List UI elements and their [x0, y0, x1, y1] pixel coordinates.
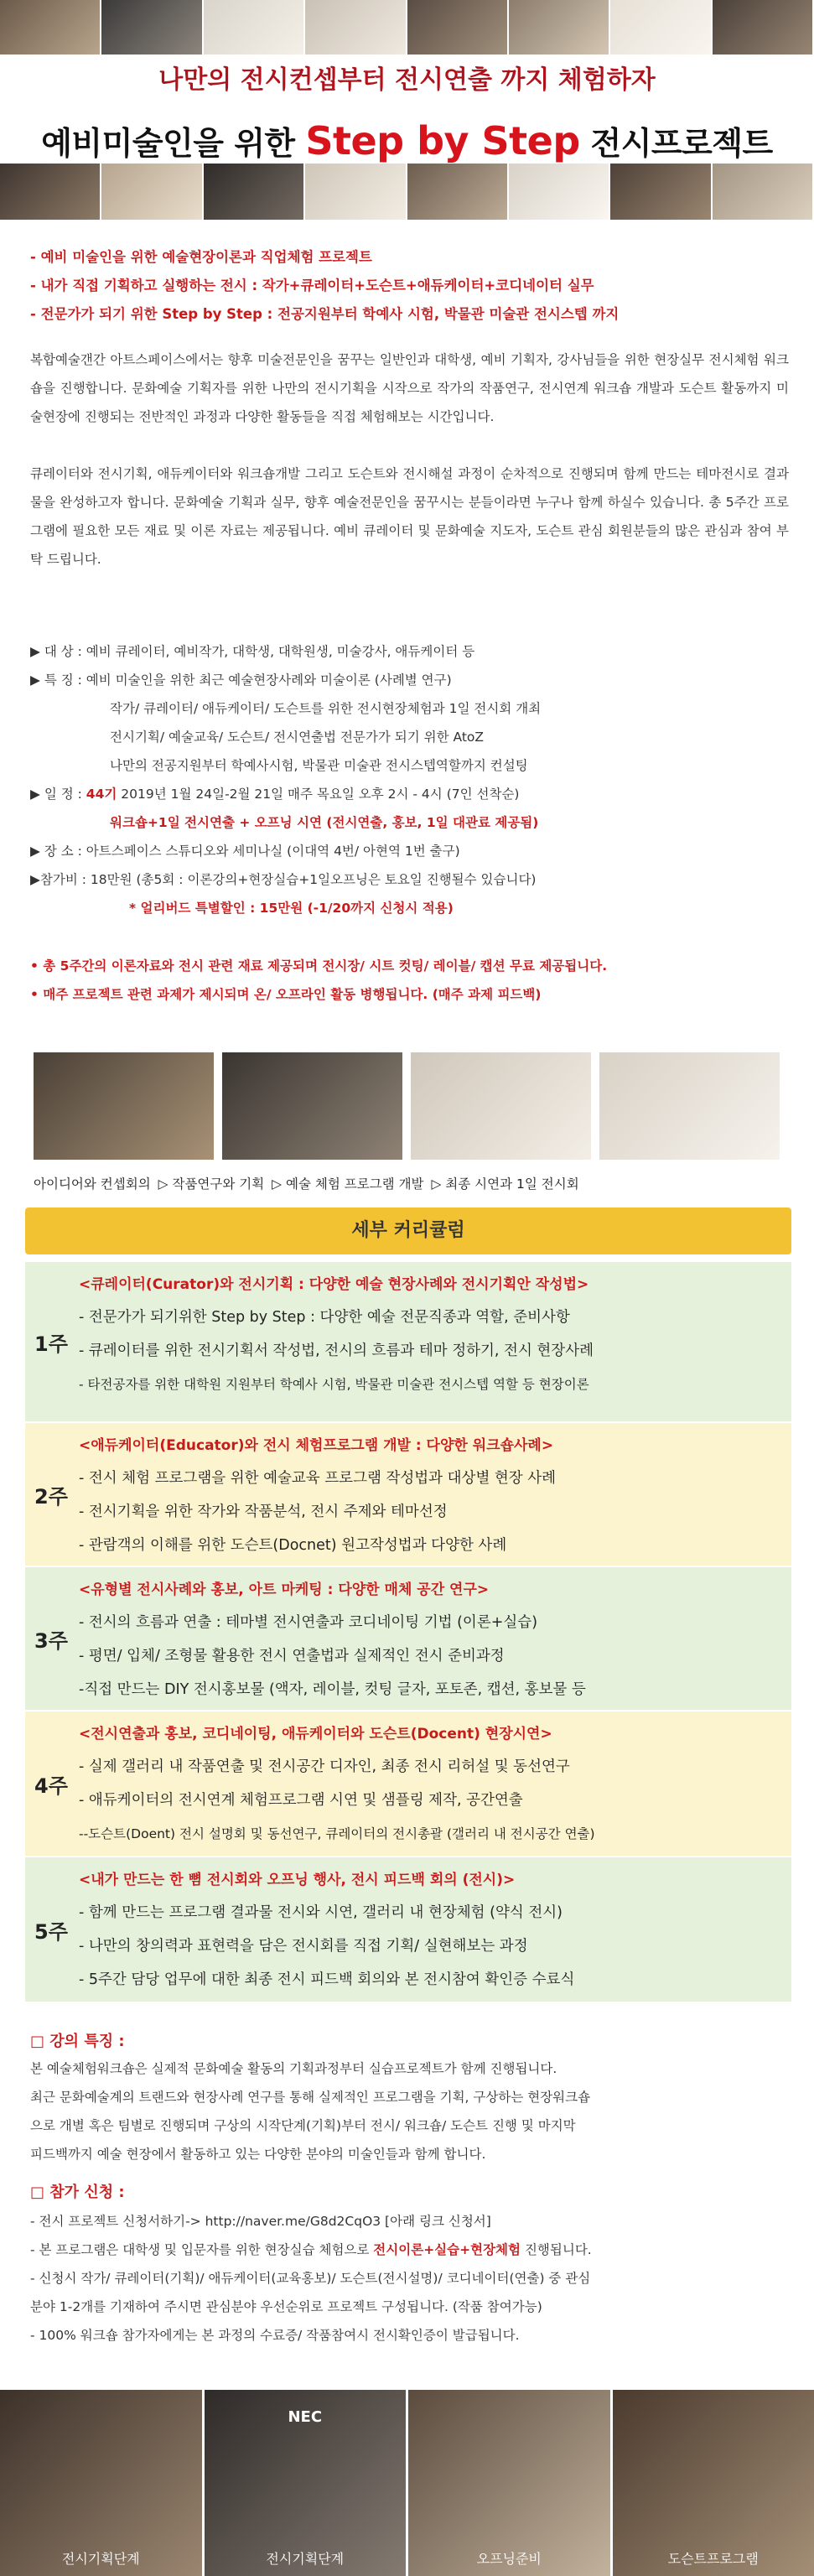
banner-title-top: 나만의 전시컨셉부터 전시연출 까지 체험하자	[158, 65, 656, 95]
banner-photo	[305, 164, 407, 220]
apply-line-highlight: 전시이론+실습+현장체험	[373, 2242, 521, 2257]
note-item: • 총 5주간의 이론자료와 전시 관련 재료 제공되며 전시장/ 시트 컷팅/ 레이블/ 캡션 무료 제공됩니다.	[30, 958, 608, 974]
schedule-cohort: 44기	[86, 787, 117, 802]
process-gallery	[34, 1052, 780, 1160]
gallery-caption	[34, 1174, 788, 1192]
curriculum-week	[25, 1423, 791, 1566]
banner-photo	[101, 0, 203, 55]
banner-title-post: 전시프로젝트	[579, 125, 773, 162]
week-item: --도슨트(Doent) 전시 설명회 및 동선연구, 큐레이터의 전시총괄 (갤러리 내 전시공간 연출)	[79, 1826, 595, 1841]
footer-caption: 도슨트프로그램	[667, 2551, 759, 2567]
info-feature: ▶ 특 징 : 예비 미술인을 위한 최근 예술현장사례와 미술이론 (사례별 연구)	[30, 673, 452, 688]
features-line: 본 예술체험워크숍은 실제적 문화예술 활동의 기획과정부터 실습프로젝트가 함께 진행됩니다.	[30, 2061, 557, 2076]
notes	[30, 952, 793, 1009]
intro-bullets	[30, 243, 785, 329]
curriculum-week	[25, 1262, 791, 1421]
gallery-step: ▷ 최종 시연과 1일 전시회	[431, 1176, 579, 1192]
week-item: - 전시의 흐름과 연출 : 테마별 전시연출과 코디네이팅 기법 (이론+실습)	[79, 1614, 538, 1631]
week-item: - 전시 체험 프로그램을 위한 예술교육 프로그램 작성법과 대상별 현장 사례	[79, 1470, 557, 1487]
week-label: 2주	[34, 1484, 68, 1509]
info-feature: 전시기획/ 예술교육/ 도슨트/ 전시연출법 전문가가 되기 위한 AtoZ	[110, 730, 485, 745]
features-line: 최근 문화예술계의 트랜드와 현장사례 연구를 통해 실제적인 프로그램을 기획, 구상하는 현장워크숍	[30, 2090, 591, 2105]
week-heading: <내가 만드는 한 뼘 전시회와 오프닝 행사, 전시 피드백 회의 (전시)>	[79, 1872, 516, 1888]
week-item: - 큐레이터를 위한 전시기획서 작성법, 전시의 흐름과 테마 정하기, 전시 현장사례	[79, 1343, 594, 1359]
intro-bullet: - 전문가가 되기 위한 Step by Step : 전공지원부터 학예사 시험, 박물관 미술관 전시스텝 까지	[30, 306, 620, 322]
apply-text	[30, 2207, 789, 2350]
week-item: - 타전공자를 위한 대학원 지원부터 학예사 시험, 박물관 미술관 전시스텝 역할 등 현장이론	[79, 1377, 589, 1392]
info-feature: 작가/ 큐레이터/ 애듀케이터/ 도슨트를 위한 전시현장체험과 1일 전시회 개최	[110, 701, 542, 716]
footer-photos	[0, 2390, 814, 2576]
apply-line	[30, 2236, 789, 2264]
apply-line: - 100% 워크숍 참가자에게는 본 과정의 수료증/ 작품참여시 전시확인증이 발급됩니다.	[30, 2328, 520, 2343]
info-fee: ▶참가비 : 18만원 (총5회 : 이론강의+현장실습+1일오프닝은 토요일 진행될수 있습니다)	[30, 872, 537, 887]
footer-photo	[205, 2390, 409, 2576]
footer-brand-logo: NEC	[288, 2408, 323, 2426]
note-item: • 매주 프로젝트 관련 과제가 제시되며 온/ 오프라인 활동 병행됩니다. (매주 과제 피드백)	[30, 987, 542, 1002]
info-feature: 나만의 전공지원부터 학예사시험, 박물관 미술관 전시스텝역할까지 컨설팅	[110, 758, 528, 773]
week-heading: <유형별 전시사례와 홍보, 아트 마케팅 : 다양한 매체 공간 연구>	[79, 1581, 490, 1598]
week-item: - 관람객의 이해를 위한 도슨트(Docnet) 원고작성법과 다양한 사례	[79, 1537, 507, 1554]
week-item: - 전문가가 되기위한 Step by Step : 다양한 예술 전문직종과 역할, 준비사항	[79, 1309, 570, 1326]
curriculum-week	[25, 1857, 791, 2002]
curriculum-week	[25, 1711, 791, 1856]
footer-photo	[613, 2390, 814, 2576]
banner-photo	[305, 0, 407, 55]
banner-photo-strip-top	[0, 0, 814, 55]
banner-photo	[204, 0, 305, 55]
footer-caption: 전시기획단계	[61, 2551, 140, 2567]
gallery-step: 아이디어와 컨셉회의	[34, 1176, 151, 1192]
banner-photo	[509, 0, 610, 55]
week-item: - 실제 갤러리 내 작품연출 및 전시공간 디자인, 최종 전시 리허설 및 동선연구	[79, 1758, 570, 1775]
info-early-bird: * 얼리버드 특별할인 : 15만원 (-1/20까지 신청시 적용)	[129, 901, 454, 916]
gallery-photo	[599, 1052, 780, 1160]
week-item: - 나만의 창의력과 표현력을 담은 전시회를 직접 기획/ 실현해보는 과정	[79, 1938, 528, 1955]
gallery-photo	[411, 1052, 591, 1160]
banner-title-pre: 예비미술인을 위한	[41, 125, 306, 162]
info-target: ▶ 대 상 : 예비 큐레이터, 예비작가, 대학생, 대학원생, 미술강사, 애듀케이터 등	[30, 644, 475, 659]
banner-photo	[407, 0, 509, 55]
program-info	[30, 637, 789, 922]
apply-heading: □ 참가 신청 :	[30, 2184, 125, 2201]
banner-photo	[610, 164, 712, 220]
features-line: 피드백까지 예술 현장에서 활동하고 있는 다양한 분야의 미술인들과 함께 합니다.	[30, 2147, 486, 2162]
apply-line-pre: - 본 프로그램은 대학생 및 입문자를 위한 현장실습 체험으로	[30, 2242, 374, 2257]
week-item: - 평면/ 입체/ 조형물 활용한 전시 연출법과 실제적인 전시 준비과정	[79, 1648, 505, 1665]
apply-link-line[interactable]: - 전시 프로젝트 신청서하기-> http://naver.me/G8d2CqO3 [아래 링크 신청서]	[30, 2214, 491, 2229]
curriculum-week	[25, 1567, 791, 1710]
gallery-step: ▷ 작품연구와 기획	[158, 1176, 265, 1192]
week-item: - 전시기획을 위한 작가와 작품분석, 전시 주제와 테마선정	[79, 1504, 448, 1520]
week-body	[79, 1857, 791, 2002]
gallery-photo	[222, 1052, 402, 1160]
week-label: 4주	[34, 1774, 68, 1798]
banner-photo	[610, 0, 712, 55]
gallery-photo	[34, 1052, 214, 1160]
footer-photo	[0, 2390, 205, 2576]
week-heading: <애듀케이터(Educator)와 전시 체험프로그램 개발 : 다양한 워크숍사례>	[79, 1437, 554, 1454]
features-text	[30, 2054, 789, 2168]
intro-paragraph-1: 복합예술갠간 아트스페이스에서는 향후 미술전문인을 꿈꾸는 일반인과 대학생, 예비 기획자, 강사님들을 위한 현장실무 전시체험 워크숍을 진행합니다. 문화예술 기획자를 위한 나만의 전시기획을 시작으로 작가의 작품연구, 전시연계 워크숍 개발과 도슨트 활동까지 미술현장에 진행되는 전반적인 과정과 다양한 활동들을 직접 체험해보는 시간입니다.	[30, 352, 789, 424]
week-heading: <큐레이터(Curator)와 전시기획 : 다양한 예술 현장사례와 전시기획안 작성법>	[79, 1276, 589, 1293]
banner-title-highlight: Step by Step	[305, 118, 580, 164]
features-line: 으로 개별 혹은 팀별로 진행되며 구상의 시작단계(기획)부터 전시/ 워크숍/ 도슨트 진행 및 마지막	[30, 2118, 576, 2133]
banner-photo	[101, 164, 203, 220]
week-body	[79, 1423, 791, 1566]
week-label: 3주	[34, 1628, 68, 1653]
week-item: - 함께 만드는 프로그램 결과물 전시와 시연, 갤러리 내 현장체험 (약식 전시)	[79, 1904, 563, 1921]
banner-photo-strip-bottom	[0, 164, 814, 220]
footer-caption: 전시기획단계	[266, 2551, 345, 2567]
apply-line-post: 진행됩니다.	[521, 2242, 592, 2257]
banner-title-main	[0, 117, 814, 164]
info-place: ▶ 장 소 : 아트스페이스 스튜디오와 세미나실 (이대역 4번/ 아현역 1번 출구)	[30, 844, 460, 859]
week-label: 1주	[34, 1332, 68, 1356]
intro-bullet: - 내가 직접 기획하고 실행하는 전시 : 작가+큐레이터+도슨트+애듀케이터+코디네이터 실무	[30, 278, 594, 293]
footer-photo	[408, 2390, 613, 2576]
week-body	[79, 1262, 791, 1421]
gallery-step: ▷ 예술 체험 프로그램 개발	[272, 1176, 424, 1192]
intro-bullet: - 예비 미술인을 위한 예술현장이론과 직업체험 프로젝트	[30, 249, 372, 265]
banner-photo	[713, 164, 814, 220]
intro-paragraph-2: 큐레이터와 전시기획, 애듀케이터와 워크숍개발 그리고 도슨트와 전시해설 과정이 순차적으로 진행되며 함께 만드는 테마전시로 결과물을 완성하고자 합니다. 문화예술 기획과 실무, 향후 예술전문인을 꿈꾸시는 분들이라면 누구나 함께 하실수 있습니다. 총 5주간 프로그램에 필요한 모든 재료 및 이론 자료는 제공됩니다. 예비 큐레이터 및 문화예술 지도자, 도슨트 관심 회원분들의 많은 관심과 참여 부탁 드립니다.	[30, 466, 789, 567]
info-schedule	[30, 780, 789, 808]
schedule-dates: 2019년 1월 24일-2월 21일 매주 목요일 오후 2시 - 4시 (7인 선착순)	[117, 787, 520, 802]
banner-photo	[204, 164, 305, 220]
banner-photo	[407, 164, 509, 220]
week-heading: <전시연출과 홍보, 코디네이팅, 애듀케이터와 도슨트(Docent) 현장시연>	[79, 1726, 552, 1742]
features-heading: □ 강의 특징 :	[30, 2033, 125, 2050]
banner-photo	[713, 0, 814, 55]
header-banner	[0, 0, 814, 220]
footer-caption: 오프닝준비	[476, 2551, 542, 2567]
info-schedule-detail: 워크숍+1일 전시연출 + 오프닝 시연 (전시연출, 홍보, 1일 대관료 제공됨)	[110, 815, 539, 830]
week-label: 5주	[34, 1919, 68, 1944]
apply-line: 분야 1-2개를 기재하여 주시면 관심분야 우선순위로 프로젝트 구성됩니다. (작품 참여가능)	[30, 2299, 542, 2314]
week-body	[79, 1711, 791, 1856]
week-item: -직접 만드는 DIY 전시홍보물 (액자, 레이블, 컷팅 글자, 포토존, 캡션, 홍보물 등	[79, 1681, 586, 1698]
apply-line: - 신청시 작가/ 큐레이터(기획)/ 애듀케이터(교육홍보)/ 도슨트(전시설명)/ 코디네이터(연출) 중 관심	[30, 2271, 591, 2286]
schedule-label: ▶ 일 정 :	[30, 787, 86, 802]
week-item: - 5주간 담당 업무에 대한 최종 전시 피드백 회의와 본 전시참여 확인증 수료식	[79, 1971, 575, 1988]
week-item: - 애듀케이터의 전시연계 체험프로그램 시연 및 샘플링 제작, 공간연출	[79, 1792, 523, 1809]
week-body	[79, 1567, 791, 1710]
banner-photo	[509, 164, 610, 220]
banner-photo	[0, 164, 101, 220]
banner-photo	[0, 0, 101, 55]
curriculum-title: 세부 커리큘럼	[25, 1208, 791, 1254]
